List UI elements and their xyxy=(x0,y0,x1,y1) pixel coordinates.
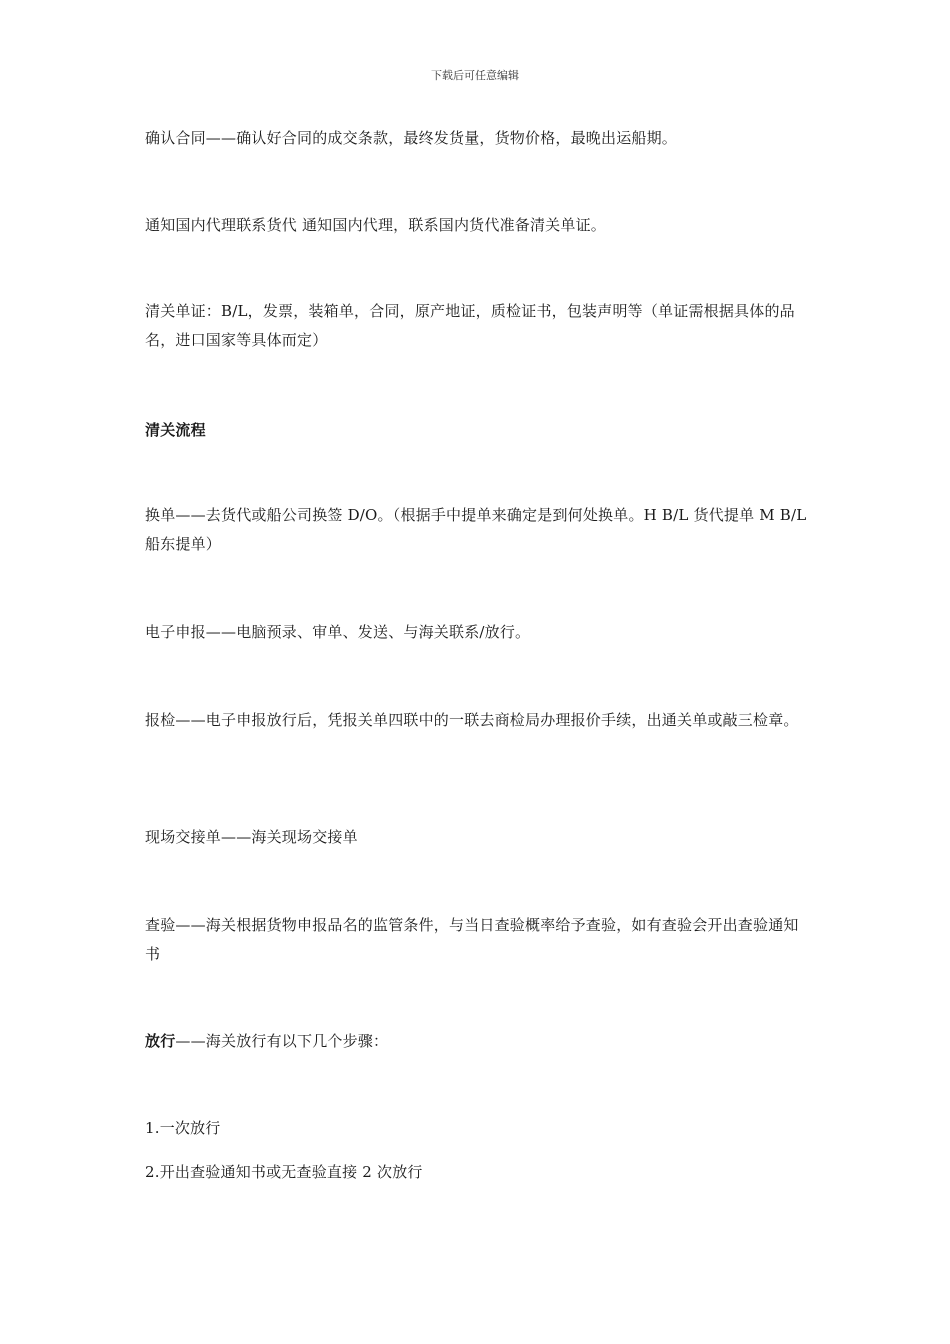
release-label: 放行 xyxy=(145,1032,176,1050)
paragraph-release xyxy=(145,1027,810,1056)
release-text: ——海关放行有以下几个步骤： xyxy=(175,1032,389,1050)
paragraph-customs-inspection: 查验——海关根据货物申报品名的监管条件，与当日查验概率给予查验，如有查验会开出查验通知书 xyxy=(145,916,799,963)
paragraph-notify-agent: 通知国内代理联系货代 通知国内代理，联系国内货代准备清关单证。 xyxy=(145,216,606,234)
list-item-first-release: 1.一次放行 xyxy=(145,1119,221,1137)
paragraph-inspection-report: 报检——电子申报放行后，凭报关单四联中的一联去商检局办理报价手续，出通关单或敲三检章。 xyxy=(145,711,799,729)
paragraph-electronic-declaration: 电子申报——电脑预录、审单、发送、与海关联系/放行。 xyxy=(145,623,531,641)
list-item-second-release: 2.开出查验通知书或无查验直接 2 次放行 xyxy=(145,1163,423,1181)
paragraph-clearance-documents: 清关单证：B/L，发票，装箱单，合同，原产地证，质检证书，包装声明等（单证需根据具体的品名，进口国家等具体而定） xyxy=(145,302,795,349)
section-heading-clearance-process: 清关流程 xyxy=(145,421,206,439)
paragraph-confirm-contract: 确认合同——确认好合同的成交条款，最终发货量，货物价格，最晚出运船期。 xyxy=(145,129,678,147)
paragraph-exchange-order: 换单——去货代或船公司换签 D/O。（根据手中提单来确定是到何处换单。H B/L 货代提单 M B/L 船东提单） xyxy=(145,506,807,553)
paragraph-onsite-handover: 现场交接单——海关现场交接单 xyxy=(145,828,358,846)
page-header-note: 下载后可任意编辑 xyxy=(431,69,519,82)
